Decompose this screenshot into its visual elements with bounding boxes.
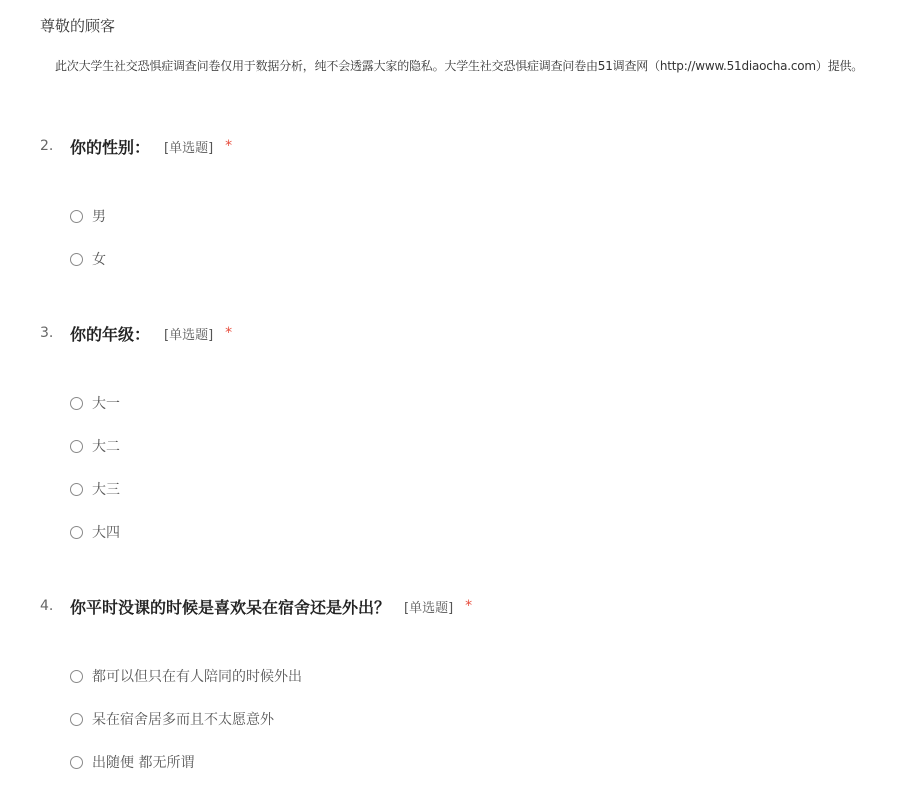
option-label: 女	[92, 252, 106, 268]
survey-greeting: 尊敬的顾客	[40, 17, 116, 35]
question-title: 你的年级：	[70, 324, 151, 344]
radio-button-icon[interactable]	[70, 440, 83, 453]
option-label: 男	[92, 209, 106, 225]
option-label: 出随便 都无所谓	[92, 755, 195, 771]
question-4-option-1[interactable]	[70, 666, 302, 686]
question-type-label: [单选题]	[164, 140, 214, 156]
required-marker: *	[465, 598, 473, 614]
question-2-option-1[interactable]	[70, 206, 106, 226]
radio-button-icon[interactable]	[70, 397, 83, 410]
option-label: 大一	[92, 396, 120, 412]
question-3-option-1[interactable]	[70, 393, 120, 413]
question-2-option-2[interactable]	[70, 249, 106, 269]
radio-button-icon[interactable]	[70, 210, 83, 223]
question-2-header	[40, 134, 232, 158]
question-number: 2.	[40, 138, 54, 154]
question-title: 你的性别：	[70, 137, 151, 157]
survey-intro: 此次大学生社交恐惧症调查问卷仅用于数据分析，纯不会透露大家的隐私。大学生社交恐惧症调查问卷由51调查网（http://www.51diaocha.com）提供。	[55, 59, 864, 73]
option-label: 都可以但只在有人陪同的时候外出	[92, 669, 302, 685]
question-type-label: [单选题]	[164, 327, 214, 343]
required-marker: *	[225, 138, 233, 154]
option-label: 呆在宿舍居多而且不太愿意外	[92, 712, 274, 728]
question-3-option-3[interactable]	[70, 479, 120, 499]
question-3-header	[40, 321, 232, 345]
radio-button-icon[interactable]	[70, 756, 83, 769]
question-type-label: [单选题]	[404, 600, 454, 616]
option-label: 大二	[92, 439, 120, 455]
radio-button-icon[interactable]	[70, 483, 83, 496]
option-label: 大四	[92, 525, 120, 541]
radio-button-icon[interactable]	[70, 526, 83, 539]
question-4-header	[40, 594, 472, 618]
question-4-option-3[interactable]	[70, 752, 194, 772]
question-number: 3.	[40, 325, 54, 341]
radio-button-icon[interactable]	[70, 253, 83, 266]
question-number: 4.	[40, 598, 54, 614]
radio-button-icon[interactable]	[70, 670, 83, 683]
question-3-option-2[interactable]	[70, 436, 120, 456]
option-label: 大三	[92, 482, 120, 498]
radio-button-icon[interactable]	[70, 713, 83, 726]
required-marker: *	[225, 325, 233, 341]
question-4-option-2[interactable]	[70, 709, 274, 729]
question-3-option-4[interactable]	[70, 522, 120, 542]
question-title: 你平时没课的时候是喜欢呆在宿舍还是外出？	[70, 597, 391, 617]
